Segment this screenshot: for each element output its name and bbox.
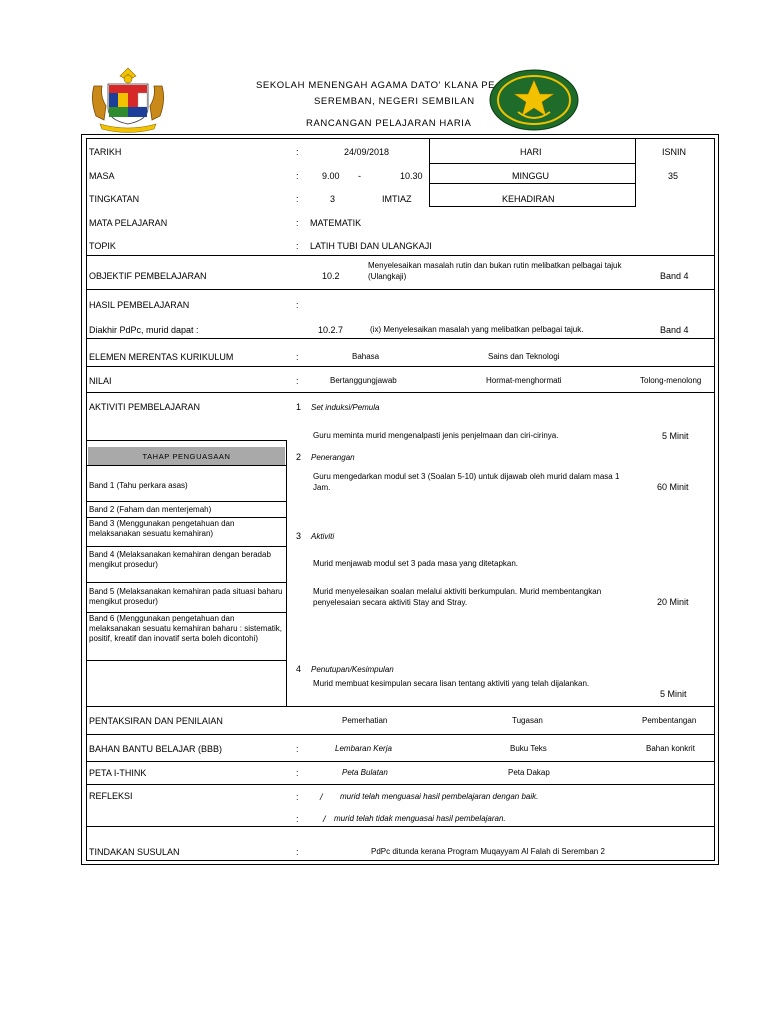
- colon: :: [296, 376, 299, 386]
- elemen-item: Bahasa: [352, 352, 380, 361]
- divider: [86, 660, 286, 661]
- divider: [86, 612, 286, 613]
- step-time: 5 Minit: [662, 431, 689, 441]
- nilai-item: Hormat-menghormati: [486, 376, 562, 385]
- tarikh-value: 24/09/2018: [344, 147, 390, 157]
- colon: :: [296, 194, 299, 204]
- colon: :: [296, 768, 299, 778]
- step-number: 4: [296, 664, 302, 674]
- band-item: Band 4 (Melaksanakan kemahiran dengan beradab mengikut prosedur): [89, 550, 271, 569]
- step-time: 5 Minit: [660, 689, 687, 699]
- band-item: Band 6 (Menggunakan pengetahuan dan melaksanakan sesuatu kemahiran baharu : sistematik, positif, kreatif dan inovatif serta boleh dicontohi): [89, 614, 282, 643]
- refleksi-line: murid telah tidak menguasai hasil pembelajaran.: [334, 814, 506, 823]
- divider: [86, 706, 715, 707]
- divider: [635, 138, 636, 207]
- hasil-code: 10.2.7: [318, 325, 344, 335]
- divider: [86, 734, 715, 735]
- mata-pelajaran-value: MATEMATIK: [310, 218, 362, 228]
- refleksi-mark: /: [320, 792, 323, 802]
- school-crest-logo: [488, 68, 580, 132]
- elemen-label: ELEMEN MERENTAS KURIKULUM: [89, 352, 234, 362]
- tarikh-label: TARIKH: [89, 147, 122, 157]
- nilai-item: Bertanggungjawab: [330, 376, 397, 385]
- tingkatan-class: IMTIAZ: [382, 194, 412, 204]
- divider: [86, 392, 715, 393]
- school-location: SEREMBAN, NEGERI SEMBILAN: [314, 96, 475, 107]
- colon: :: [296, 792, 299, 802]
- tindakan-value: PdPc ditunda kerana Program Muqayyam Al Falah di Seremban 2: [371, 847, 605, 856]
- hasil-band: Band 4: [660, 325, 689, 335]
- step-title: Penerangan: [311, 453, 355, 462]
- objektif-text: Menyelesaikan masalah rutin dan bukan rutin melibatkan pelbagai tajuk (Ulangkaji): [368, 261, 622, 281]
- colon: :: [296, 352, 299, 362]
- band-item: Band 5 (Melaksanakan kemahiran pada situasi baharu mengikut prosedur): [89, 587, 283, 606]
- band-item: Band 2 (Faham dan menterjemah): [89, 505, 212, 514]
- divider: [86, 440, 286, 441]
- bbb-label: BAHAN BANTU BELAJAR (BBB): [89, 744, 223, 754]
- divider: [86, 784, 715, 785]
- bbb-item: Buku Teks: [510, 744, 547, 753]
- band-item: Band 1 (Tahu perkara asas): [89, 481, 188, 490]
- divider: [86, 366, 715, 367]
- colon: :: [296, 814, 299, 824]
- masa-end: 10.30: [400, 171, 423, 181]
- divider: [86, 255, 715, 256]
- peta-item: Peta Dakap: [508, 768, 550, 777]
- step-number: 1: [296, 402, 302, 412]
- step-title: Aktiviti: [311, 532, 335, 541]
- divider: [86, 826, 715, 827]
- tindakan-label: TINDAKAN SUSULAN: [89, 847, 180, 857]
- step-text: Guru mengedarkan modul set 3 (Soalan 5-10) untuk dijawab oleh murid dalam masa 1 Jam.: [313, 472, 620, 492]
- tingkatan-label: TINGKATAN: [89, 194, 140, 204]
- divider: [86, 289, 715, 290]
- nilai-item: Tolong-menolong: [640, 376, 702, 385]
- colon: :: [296, 147, 299, 157]
- topik-value: LATIH TUBI DAN ULANGKAJI: [310, 241, 432, 251]
- nilai-label: NILAI: [89, 376, 112, 386]
- divider: [86, 582, 286, 583]
- colon: :: [296, 300, 299, 310]
- refleksi-line: murid telah menguasai hasil pembelajaran dengan baik.: [340, 792, 539, 801]
- tahap-heading: TAHAP PENGUASAAN: [142, 452, 231, 461]
- kehadiran-label: KEHADIRAN: [502, 194, 555, 204]
- objektif-label: OBJEKTIF PEMBELAJARAN: [89, 271, 207, 281]
- colon: :: [296, 744, 299, 754]
- divider: [86, 338, 715, 339]
- step-title: Set induksi/Pemula: [311, 403, 380, 412]
- hari-value: ISNIN: [662, 147, 687, 157]
- divider: [86, 546, 286, 547]
- masa-label: MASA: [89, 171, 115, 181]
- refleksi-label: REFLEKSI: [89, 791, 133, 801]
- divider: [86, 761, 715, 762]
- elemen-item: Sains dan Teknologi: [488, 352, 560, 361]
- peta-item: Peta Bulatan: [342, 768, 388, 777]
- hasil-sub-label: Diakhir PdPc, murid dapat :: [89, 325, 199, 335]
- pentaksiran-label: PENTAKSIRAN DAN PENILAIAN: [89, 716, 223, 726]
- pentaksiran-item: Pemerhatian: [342, 716, 388, 725]
- peta-label: PETA I-THINK: [89, 768, 147, 778]
- colon: :: [296, 847, 299, 857]
- masa-start: 9.00: [322, 171, 340, 181]
- step-time: 20 Minit: [657, 597, 689, 607]
- hasil-text: (ix) Menyelesaikan masalah yang melibatkan pelbagai tajuk.: [370, 325, 584, 334]
- colon: :: [296, 218, 299, 228]
- step-text: Guru meminta murid mengenalpasti jenis penjelmaan dan ciri-cirinya.: [313, 431, 559, 440]
- objektif-band: Band 4: [660, 271, 689, 281]
- malaysia-coat-of-arms-logo: [88, 66, 168, 134]
- school-name: SEKOLAH MENENGAH AGAMA DATO' KLANA PE: [256, 80, 496, 91]
- pentaksiran-item: Tugasan: [512, 716, 543, 725]
- objektif-code: 10.2: [322, 271, 340, 281]
- bbb-item: Bahan konkrit: [646, 744, 695, 753]
- mata-pelajaran-label: MATA PELAJARAN: [89, 218, 168, 228]
- band-item: Band 3 (Menggunakan pengetahuan dan melaksanakan sesuatu kemahiran): [89, 519, 235, 538]
- divider: [86, 517, 286, 518]
- topik-label: TOPIK: [89, 241, 116, 251]
- step-time: 60 Minit: [657, 482, 689, 492]
- minggu-value: 35: [668, 171, 679, 181]
- masa-separator: -: [358, 171, 361, 181]
- bbb-item: Lembaran Kerja: [335, 744, 392, 753]
- divider: [86, 465, 286, 466]
- divider: [86, 501, 286, 502]
- step-number: 3: [296, 531, 302, 541]
- colon: :: [296, 241, 299, 251]
- divider: [286, 440, 287, 706]
- minggu-label: MINGGU: [512, 171, 549, 181]
- refleksi-mark: /: [323, 814, 326, 824]
- aktiviti-label: AKTIVITI PEMBELAJARAN: [89, 402, 201, 412]
- pentaksiran-item: Pembentangan: [642, 716, 697, 725]
- hari-label: HARI: [520, 147, 542, 157]
- hasil-label: HASIL PEMBELAJARAN: [89, 300, 190, 310]
- document-title: RANCANGAN PELAJARAN HARIA: [306, 118, 472, 129]
- tingkatan-form: 3: [330, 194, 336, 204]
- step-text: Murid menjawab modul set 3 pada masa yang ditetapkan.: [313, 559, 519, 568]
- step-text-2: Murid menyelesaikan soalan melalui aktiviti berkumpulan. Murid membentangkan penyelesaian secara aktiviti Stay and Stray.: [313, 587, 602, 607]
- step-title: Penutupan/Kesimpulan: [311, 665, 394, 674]
- step-number: 2: [296, 452, 302, 462]
- step-text: Murid membuat kesimpulan secara lisan tentang aktiviti yang telah dijalankan.: [313, 679, 590, 688]
- colon: :: [296, 171, 299, 181]
